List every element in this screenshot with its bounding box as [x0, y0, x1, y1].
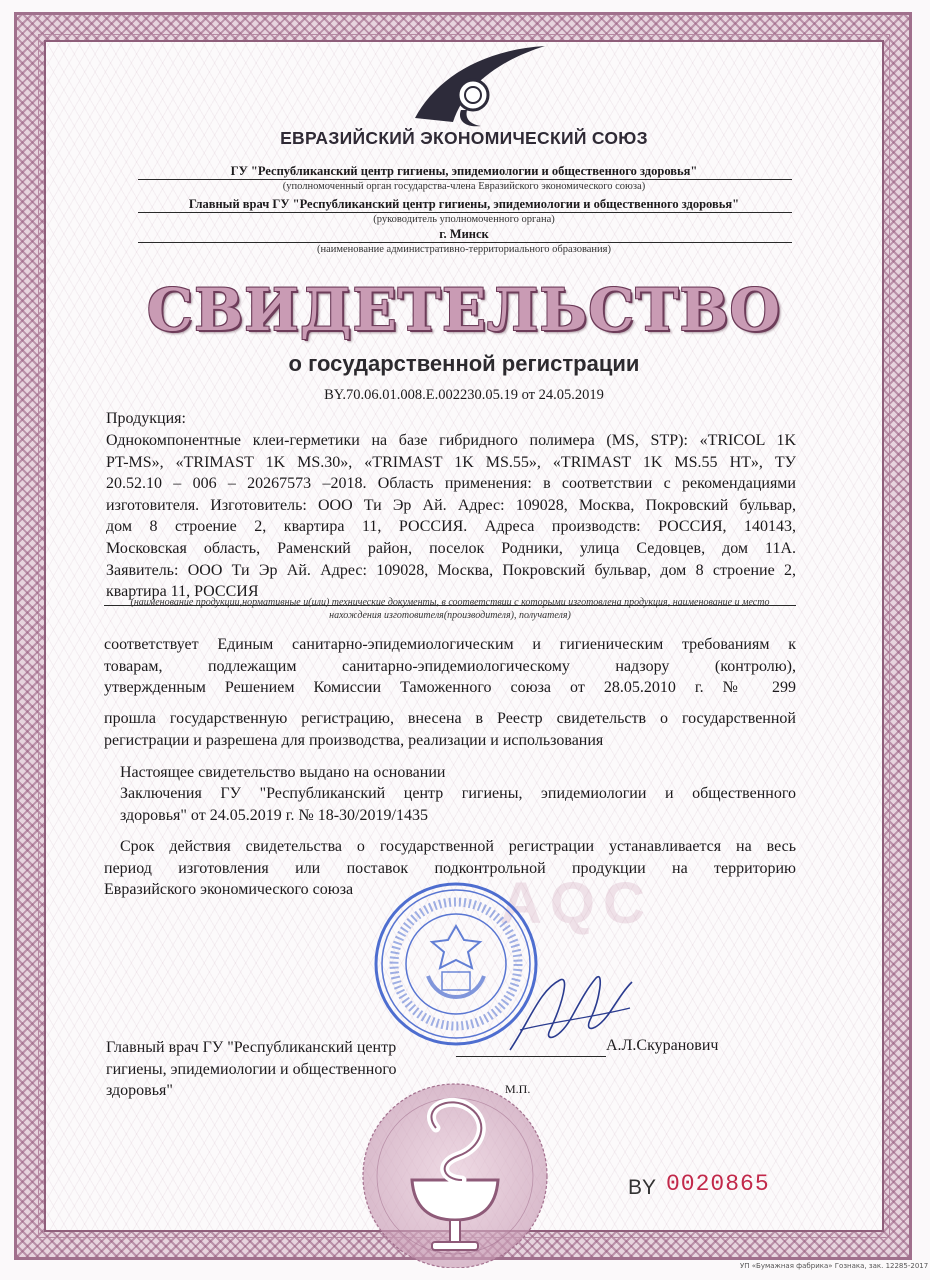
background-watermark: AQC — [500, 871, 653, 936]
signatory-name: А.Л.Скуранович — [606, 1037, 719, 1054]
serial-number: 0020865 — [666, 1171, 770, 1197]
head-underline — [138, 212, 792, 213]
basis-line: Заключения ГУ "Республиканский центр гигиены, эпидемиологии и общественного — [120, 785, 796, 802]
city-caption: (наименование административно-территориального образования) — [316, 244, 611, 255]
head-caption: (руководитель уполномоченного органа) — [373, 214, 555, 225]
registration-line: регистрации и разрешена для производства, реализации и использования — [104, 731, 604, 749]
basis-line: здоровья" от 24.05.2019 г. № 18-30/2019/1435 — [120, 806, 428, 824]
product-caption-line: (наименование продукции,нормативные и(или) технические документы, в соответствии с которыми изготовлена продукция, наименование и место — [130, 597, 770, 608]
product-caption-line: нахождения изготовителя(производителя), получателя) — [329, 610, 571, 621]
head-name: Главный врач ГУ "Республиканский центр гигиены, эпидемиологии и общественного здоровья" — [188, 197, 740, 211]
validity-line: период изготовления или поставок подконтрольной продукции на территорию — [104, 859, 796, 877]
basis-intro: Настоящее свидетельство выдано на основании — [120, 764, 446, 781]
certificate-subtitle: о государственной регистрации — [288, 351, 640, 376]
product-line: 20.52.10 – 006 – 20267573 –2018. Область применения: в соответствии с рекомендациями — [106, 475, 796, 493]
product-line: Однокомпонентные клеи-герметики на базе гибридного полимера (MS, STP): «TRICOL 1K — [106, 432, 796, 449]
product-caption — [104, 596, 796, 622]
validity-line: Срок действия свидетельства о государственной регистрации устанавливается на весь — [120, 838, 796, 855]
signatory-line: гигиены, эпидемиологии и общественного — [106, 1060, 397, 1078]
validity-line: Евразийского экономического союза — [104, 881, 354, 899]
signature-underline — [456, 1056, 606, 1057]
authority-caption: (уполномоченный орган государства-члена Евразийского экономического союза) — [282, 181, 646, 192]
compliance-line: товарам, подлежащим санитарно-эпидемиологическому надзору (контролю), — [104, 657, 796, 675]
authority-underline — [138, 179, 792, 180]
compliance-text — [104, 634, 796, 699]
product-line: квартира 11, РОССИЯ — [106, 583, 259, 601]
stamp-place-label: М.П. — [505, 1082, 531, 1096]
bowl-of-hygieia-seal-icon — [340, 1068, 570, 1268]
product-line: дом 8 строение 2, квартира 11, РОССИЯ. Адреса производств: РОССИЯ, 140143, — [106, 518, 796, 536]
signatory-line: здоровья" — [106, 1082, 173, 1100]
product-label: Продукция: — [106, 410, 186, 427]
product-description — [106, 430, 796, 603]
eaeu-emblem-icon — [395, 40, 555, 130]
city-name: г. Минск — [439, 227, 489, 241]
registration-text — [104, 708, 796, 751]
signatory-line: Главный врач ГУ "Республиканский центр — [106, 1039, 397, 1056]
basis-text — [120, 783, 796, 826]
product-line: Заявитель: ООО Ти Эр Ай. Адрес: 109028, Москва, Покровский бульвар, дом 8 строение 2, — [106, 561, 796, 579]
authority-name: ГУ "Республиканский центр гигиены, эпидемиологии и общественного здоровья" — [230, 164, 698, 178]
city-underline — [138, 242, 792, 243]
product-line: PT-MS», «TRIMAST 1K MS.30», «TRIMAST 1K MS.55», «TRIMAST 1K MS.55 HT», ТУ — [106, 453, 796, 471]
printer-info: УП «Бумажная фабрика» Гознака, зак. 12285-2017 — [740, 1262, 929, 1270]
product-line: изготовителя. Изготовитель: ООО Ти Эр Ай. Адрес: 109028, Москва, Покровский бульвар, — [106, 496, 796, 514]
union-name: ЕВРАЗИЙСКИЙ ЭКОНОМИЧЕСКИЙ СОЮЗ — [280, 128, 648, 148]
registration-number: BY.70.06.01.008.E.002230.05.19 от 24.05.2019 — [324, 387, 604, 403]
product-line: Московская область, Раменский район, поселок Родники, улица Седовцев, дом 11А. — [106, 539, 796, 557]
serial-prefix: BY — [628, 1176, 657, 1199]
registration-line: прошла государственную регистрацию, внесена в Реестр свидетельств о государственной — [104, 710, 796, 727]
compliance-line: утвержденным Решением Комиссии Таможенного союза от 28.05.2010 г. № 299 — [104, 679, 796, 697]
certificate-title: СВИДЕТЕЛЬСТВО — [146, 276, 782, 344]
compliance-line: соответствует Единым санитарно-эпидемиологическим и гигиеническим требованиям к — [104, 636, 796, 653]
